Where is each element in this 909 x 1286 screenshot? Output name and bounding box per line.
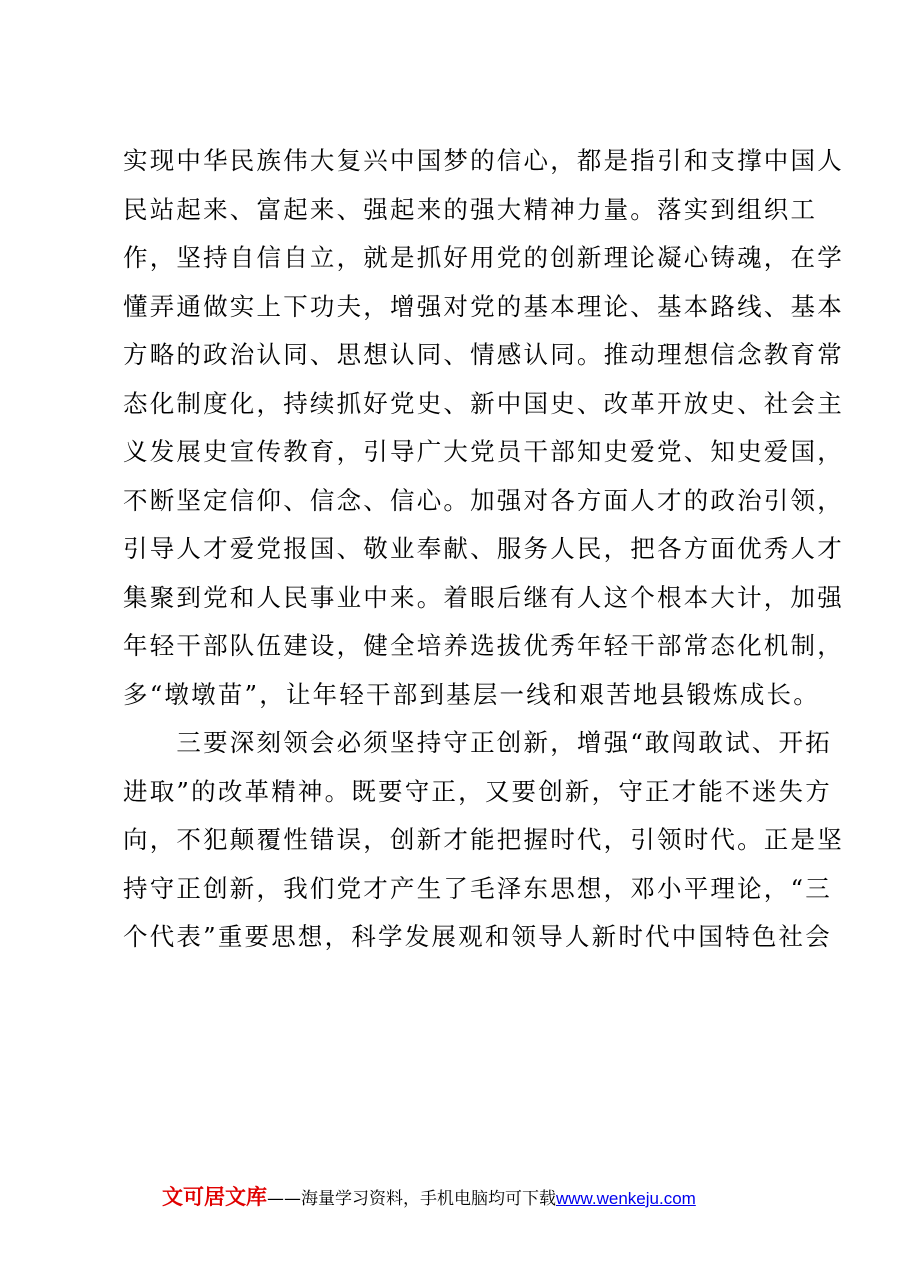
- text-line: 作，坚持自信自立，就是抓好用党的创新理论凝心铸魂，在学: [123, 243, 844, 272]
- footer-tagline: ——海量学习资料，手机电脑均可下载: [267, 1189, 556, 1209]
- text-line: 态化制度化，持续抓好党史、新中国史、改革开放史、社会主: [123, 388, 844, 418]
- text-line: 懂弄通做实上下功夫，增强对党的基本理论、基本路线、基本: [123, 291, 844, 321]
- text-line: 三要深刻领会必须坚持守正创新，增强“敢闯敢试、开拓: [123, 728, 832, 757]
- text-line: 民站起来、富起来、强起来的强大精神力量。落实到组织工: [123, 194, 818, 224]
- footer-banner: [162, 1180, 696, 1214]
- text-line: 方略的政治认同、思想认同、情感认同。推动理想信念教育常: [123, 340, 844, 369]
- text-line: 进取”的改革精神。既要守正，又要创新，守正才能不迷失方: [123, 776, 832, 806]
- text-line: 不断坚定信仰、信念、信心。加强对各方面人才的政治引领，: [123, 485, 844, 515]
- text-line: 向，不犯颠覆性错误，创新才能把握时代，引领时代。正是坚: [123, 825, 844, 854]
- text-line: 持守正创新，我们党才产生了毛泽东思想，邓小平理论，“三: [123, 873, 832, 903]
- brand-name: 文可居文库: [162, 1185, 267, 1209]
- text-line: 年轻干部队伍建设，健全培养选拔优秀年轻干部常态化机制，: [123, 631, 844, 660]
- document-body: [123, 137, 844, 962]
- text-line: 引导人才爱党报国、敬业奉献、服务人民，把各方面优秀人才: [123, 534, 844, 563]
- website-link[interactable]: www.wenkeju.com: [556, 1189, 696, 1208]
- text-line: 义发展史宣传教育，引导广大党员干部知史爱党、知史爱国，: [123, 437, 844, 466]
- text-line: 集聚到党和人民事业中来。着眼后继有人这个根本大计，加强: [123, 582, 844, 612]
- text-line: 个代表”重要思想，科学发展观和领导人新时代中国特色社会: [123, 922, 832, 951]
- text-line: 多“墩墩苗”，让年轻干部到基层一线和艰苦地县锻炼成长。: [123, 679, 820, 709]
- text-line: 实现中华民族伟大复兴中国梦的信心，都是指引和支撑中国人: [123, 146, 844, 175]
